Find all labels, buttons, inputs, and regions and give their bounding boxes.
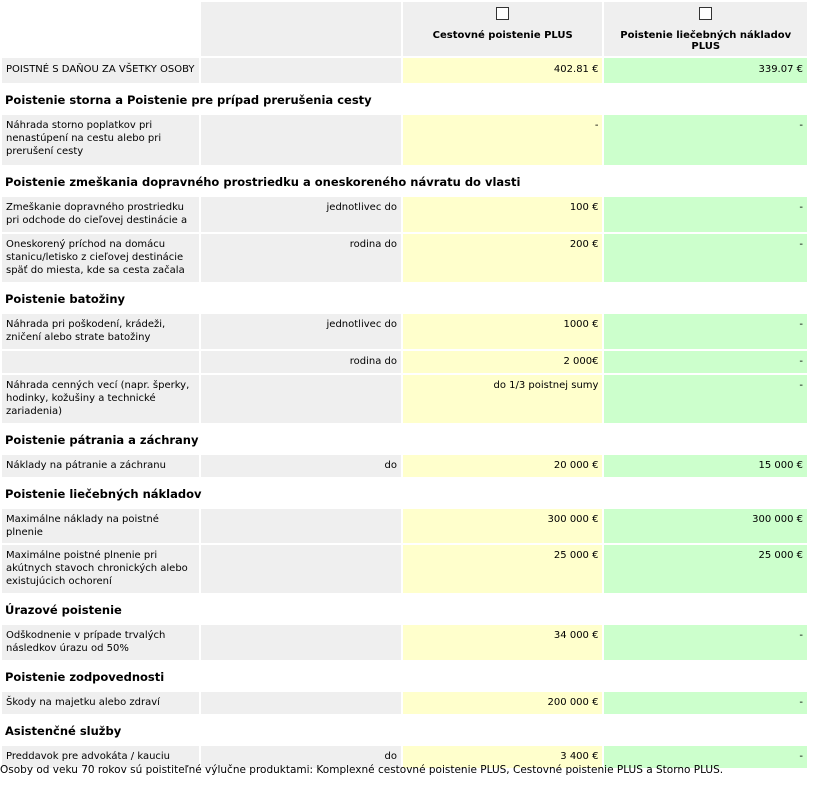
row-label (2, 351, 199, 373)
table-row (2, 314, 807, 349)
price-col2: 339.07 € (604, 58, 807, 83)
row-label: Preddavok pre advokáta / kauciu (2, 746, 199, 768)
row-value-col1: - (403, 115, 602, 165)
table-row (2, 115, 807, 165)
row-value-col2: - (604, 197, 807, 232)
product-header-col1 (403, 2, 602, 56)
section-title: Poistenie zmeškania dopravného prostriedku a oneskoreného návratu do vlasti (2, 167, 807, 195)
product-name-col2: Poistenie liečebných nákladov PLUS (620, 30, 792, 52)
price-row (2, 58, 807, 83)
row-value-col1: 100 € (403, 197, 602, 232)
row-qualifier (201, 625, 400, 660)
section-header (2, 595, 807, 623)
row-value-col2: - (604, 351, 807, 373)
section-title: Poistenie storna a Poistenie pre prípad prerušenia cesty (2, 85, 807, 113)
product-name-col1: Cestovné poistenie PLUS (432, 30, 573, 41)
row-qualifier: jednotlivec do (201, 314, 400, 349)
row-qualifier (201, 115, 400, 165)
section-title: Poistenie liečebných nákladov (2, 479, 807, 507)
product-header-col2 (604, 2, 807, 56)
table-row (2, 197, 807, 232)
table-row (2, 545, 807, 593)
row-value-col1: 2 000€ (403, 351, 602, 373)
row-value-col2: - (604, 746, 807, 768)
row-value-col1: 200 € (403, 234, 602, 282)
row-qualifier (201, 545, 400, 593)
section-header (2, 284, 807, 312)
row-label: Náhrada pri poškodení, krádeži, zničení alebo strate batožiny (2, 314, 199, 349)
header-empty (2, 2, 199, 56)
row-label: Škody na majetku alebo zdraví (2, 692, 199, 714)
row-label: Maximálne náklady na poistné plnenie (2, 509, 199, 543)
section-title: Poistenie zodpovednosti (2, 662, 807, 690)
row-qualifier (201, 692, 400, 714)
row-value-col1: 20 000 € (403, 455, 602, 477)
price-col1: 402.81 € (403, 58, 602, 83)
table-row (2, 234, 807, 282)
row-value-col1: 200 000 € (403, 692, 602, 714)
row-label: Náhrada storno poplatkov pri nenastúpení na cestu alebo pri prerušení cesty (2, 115, 199, 165)
table-row (2, 375, 807, 423)
row-label: Odškodnenie v prípade trvalých následkov úrazu od 50% (2, 625, 199, 660)
table-row (2, 351, 807, 373)
row-qualifier (201, 509, 400, 543)
row-qualifier: rodina do (201, 234, 400, 282)
header-qual-empty (201, 2, 400, 56)
section-header (2, 425, 807, 453)
row-qualifier: do (201, 746, 400, 768)
row-qualifier: jednotlivec do (201, 197, 400, 232)
row-label: Náklady na pátranie a záchranu (2, 455, 199, 477)
row-value-col2: - (604, 692, 807, 714)
row-value-col2: - (604, 115, 807, 165)
select-checkbox-col1[interactable] (496, 7, 509, 20)
row-value-col1: 25 000 € (403, 545, 602, 593)
header-row (2, 2, 807, 56)
section-header (2, 716, 807, 744)
section-header (2, 479, 807, 507)
price-qual (201, 58, 400, 83)
row-value-col2: 25 000 € (604, 545, 807, 593)
table-row (2, 509, 807, 543)
row-value-col2: - (604, 375, 807, 423)
section-title: Poistenie batožiny (2, 284, 807, 312)
row-qualifier: rodina do (201, 351, 400, 373)
section-header (2, 167, 807, 195)
row-value-col2: 15 000 € (604, 455, 807, 477)
table-row (2, 625, 807, 660)
section-title: Asistenčné služby (2, 716, 807, 744)
row-value-col1: 34 000 € (403, 625, 602, 660)
row-label: Zmeškanie dopravného prostriedku pri odchode do cieľovej destinácie a (2, 197, 199, 232)
row-value-col2: - (604, 314, 807, 349)
row-label: Oneskorený príchod na domácu stanicu/letisko z cieľovej destinácie späť do miesta, kde sa cesta začala (2, 234, 199, 282)
row-value-col1: 1000 € (403, 314, 602, 349)
row-label: Náhrada cenných vecí (napr. šperky, hodinky, kožušiny a technické zariadenia) (2, 375, 199, 423)
row-value-col1: 300 000 € (403, 509, 602, 543)
row-value-col2: 300 000 € (604, 509, 807, 543)
row-qualifier (201, 375, 400, 423)
row-qualifier: do (201, 455, 400, 477)
table-row (2, 455, 807, 477)
section-header (2, 662, 807, 690)
table-row (2, 692, 807, 714)
section-title: Úrazové poistenie (2, 595, 807, 623)
section-header (2, 85, 807, 113)
price-label: POISTNÉ S DAŇOU ZA VŠETKY OSOBY (2, 58, 199, 83)
row-label: Maximálne poistné plnenie pri akútnych stavoch chronických alebo existujúcich ochorení (2, 545, 199, 593)
section-title: Poistenie pátrania a záchrany (2, 425, 807, 453)
row-value-col1: 3 400 € (403, 746, 602, 768)
row-value-col2: - (604, 234, 807, 282)
row-value-col2: - (604, 625, 807, 660)
row-value-col1: do 1/3 poistnej sumy (403, 375, 602, 423)
select-checkbox-col2[interactable] (699, 7, 712, 20)
footnote: Osoby od veku 70 rokov sú poistiteľné výlučne produktami: Komplexné cestovné poistenie PLUS, Cestovné poistenie PLUS a Storno PLUS. (0, 764, 724, 776)
